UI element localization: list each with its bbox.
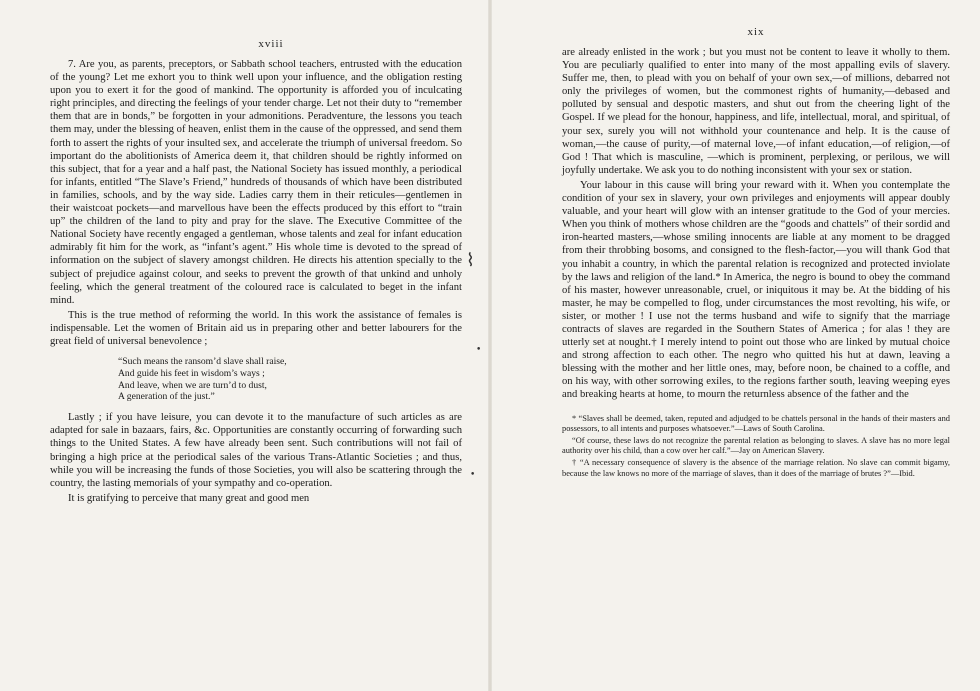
footnotes [562, 414, 950, 479]
margin-dot-icon: • [470, 470, 476, 480]
footnote: * “Slaves shall be deemed, taken, reputed and adjudged to be chattels personal in the hands of their masters and possessors, to all intents and purposes whatsoever.”—Laws of South Carolina. [562, 413, 950, 433]
paragraph: This is the true method of reforming the world. In this work the assistance of females is indispensable. Let the women of Britain aid us in preparing other and better labourers for the great field of universal benevolence ; [50, 309, 462, 347]
paragraph: Your labour in this cause will bring your reward with it. When you contemplate the condition of your sex in slavery, your own privileges and enjoyments will appear doubly valuable, and your heart will glow with an intenser gratitude to the God of your mercies. When you think of mothers whose children are the “goods and chattels” of their sordid and iron-hearted masters,—whose smiling innocents are liable at any moment to be dragged from their throbbing bosoms, and consigned to the flesh-factor,—you will thank God that you inhabit a country, in which the parental relation is recognized and protected inviolate by the laws and religion of the land.* In America, the negro is bound to obey the command of his master, however unreasonable, cruel, or iniquitous it may be. At the bidding of his master, he may be compelled to flog, under circumstances the most revolting, his wife, or sister, or mother ! I use not the terms husband and wife to signify that the marriage contracts of slaves are regarded in the Southern States of America ; for alas ! they are utterly set at nought.† I merely intend to point out those who are linked by mutual choice and strong affection to each other. The negro who quitted his hut at dawn, leaving a blessing with the mother and her little ones, may, before noon, be chained to a coffle, and on his way, with other sorrowing exiles, to the regions farther south, leaving weeping eyes and breaking hearts at home, to mourn the returnless absence of the father and the [562, 179, 950, 401]
page-number-right: xix [747, 26, 765, 38]
paragraph: Lastly ; if you have leisure, you can devote it to the manufacture of such articles as are adapted for sale in bazaars, fairs, &c. Opportunities are constantly occurring of forwarding such things to the United States. A few have already been sent. Such contributions will not fail of bringing a high price at the periodical sales of the various Trans-Atlantic Societies ; and thus, while you will be increasing the funds of those Societies, you will also be scattering through the country, the lasting memorials of your sympathy and co-operation. [50, 412, 462, 489]
right-page [490, 0, 980, 691]
footnote: † “A necessary consequence of slavery is the absence of the marriage relation. No slave can commit bigamy, because the law knows no more of the marriage of slaves, than it does of the marriage of brutes ?”—Ibid. [562, 458, 950, 478]
margin-dot-icon: • [476, 345, 482, 355]
margin-scribble-icon: ⌇ [466, 250, 475, 271]
page-number-left: xviii [258, 38, 284, 50]
verse-line: A generation of the just.” [118, 391, 215, 403]
verse-quotation [118, 356, 462, 403]
verse-line: And leave, when we are turn’d to dust, [118, 379, 267, 391]
paragraph: are already enlisted in the work ; but you must not be content to leave it wholly to them. You are peculiarly qualified to enter into many of the most appalling evils of slavery. Suffer me, then, to plead with you on behalf of your own sex,—of millions, debarred not only the privileges of women, but the commonest rights of humanity,—debased and polluted by sensual and despotic masters, and shut out from the cheering light of the Gospel. If we plead for the honour, happiness, and life, intellectual, moral, and spiritual, of your sex, surely you will not withhold your countenance and help. It is the cause of woman,—the cause of purity,—of maternal love,—of infant education,—of religion,—of God ! That which is masculine, —which is prominent, perplexing, or perilous, we will joyfully undertake. We ask you to do nothing inconsistent with your sex or station. [562, 47, 950, 176]
paragraph: It is gratifying to perceive that many great and good men [68, 492, 310, 504]
verse-line: “Such means the ransom’d slave shall raise, [118, 356, 287, 368]
paragraph: 7. Are you, as parents, preceptors, or Sabbath school teachers, entrusted with the education of the young? Let me exhort you to think well upon your influence, and the obligation resting upon you to exert it for the good of mankind. The opportunity is afforded you of inculcating right principles, and directing the feelings of your tender charge. Let not their duty to “remember them that are in bonds,” be forgotten in your admonitions. Peradventure, the lessons you teach them may, under the blessing of heaven, enlist them in the cause of the oppressed, and send them forth to assert the rights of your insulted sex, and accelerate the triumph of universal freedom. So important do the abolitionists of America deem it, that children should be rightly informed on this subject, that for a year and a half past, the National Society has issued monthly, a periodical for infants, entitled “The Slave’s Friend,” hundreds of thousands of which have been distributed in families, schools, and by the way side. Ladies carry them in their reticules—gentlemen in their waistcoat pockets—and marvellous have been the effects produced by this effort to “train up” the children of the land to pity and pray for the slave. The Executive Committee of the National Society have recently engaged a gentleman, whose talents and zeal for infant education admirably fit him for the work, as “infant’s agent.” His whole time is devoted to the spread of information on the subject of slavery amongst children. He directs his attention specially to the subject of prejudice against colour, and seeks to prevent the growth of that unkind and unholy feeling, which the general treatment of the coloured race is calculated to beget in the infant mind. [50, 59, 462, 306]
footnote: “Of course, these laws do not recognize the parental relation as belonging to slaves. A slave has no more legal authority over his child, than a cow over her calf.”—Jay on American Slavery. [562, 435, 950, 456]
verse-line: And guide his feet in wisdom’s ways ; [118, 367, 265, 379]
